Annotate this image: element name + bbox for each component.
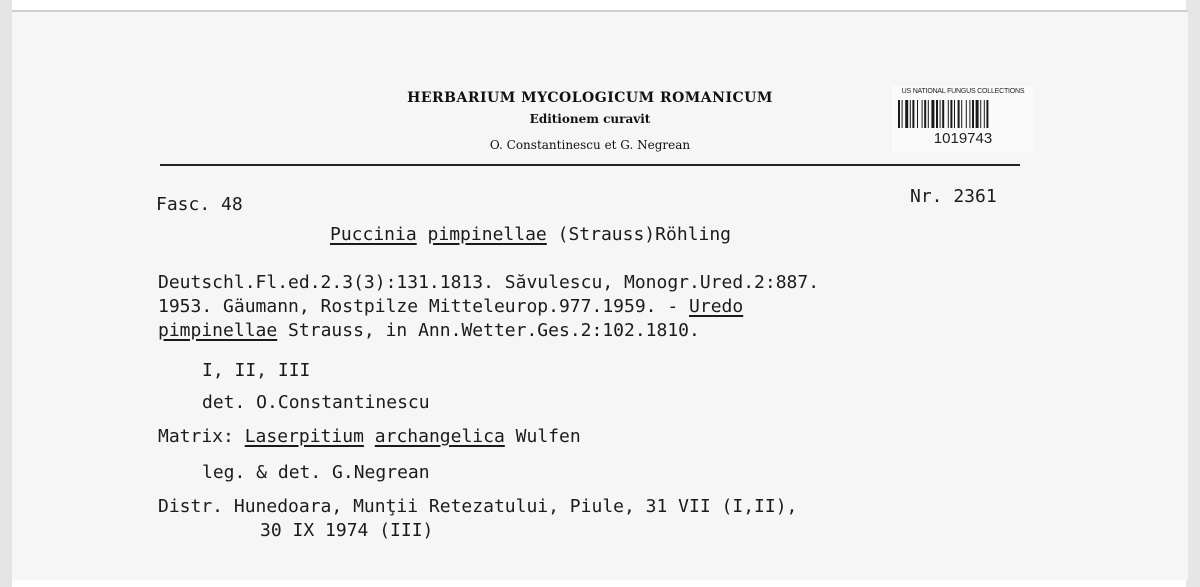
- barcode-icon: [898, 100, 1028, 128]
- specimen-number: Nr. 2361: [910, 186, 997, 207]
- barcode-bar: [980, 100, 981, 128]
- herbarium-editors: O. Constantinescu et G. Negrean: [489, 138, 691, 152]
- barcode-bar: [910, 100, 911, 128]
- species-name: [330, 224, 731, 245]
- barcode-bar: [905, 100, 908, 128]
- barcode-caption: US NATIONAL FUNGUS COLLECTIONS: [901, 88, 1025, 95]
- citation-line-2: [158, 296, 743, 317]
- herbarium-title: HERBARIUM MYCOLOGICUM ROMANICUM: [407, 90, 773, 106]
- barcode-bar: [942, 100, 944, 128]
- citation-basionym-genus: Uredo: [689, 296, 744, 317]
- header-divider: [160, 164, 1020, 166]
- species-authority: (Strauss)Röhling: [557, 224, 731, 245]
- barcode-bar: [902, 100, 903, 128]
- barcode-bar: [969, 100, 970, 128]
- barcode-bar: [936, 100, 938, 128]
- matrix-label: Matrix:: [158, 426, 234, 447]
- barcode-bar: [986, 100, 988, 128]
- barcode-bar: [961, 100, 962, 128]
- matrix-authority: Wulfen: [515, 426, 581, 447]
- barcode-bar: [924, 100, 926, 128]
- species-epithet: pimpinellae: [427, 224, 547, 245]
- barcode-bar: [954, 100, 955, 128]
- barcode-bar: [940, 100, 941, 128]
- barcode-bar: [950, 100, 952, 128]
- barcode-bar: [928, 100, 929, 128]
- barcode-bar: [966, 100, 967, 128]
- barcode-bar: [917, 100, 918, 128]
- herbarium-subtitle: Editionem curavit: [529, 112, 651, 126]
- barcode-bar: [912, 100, 914, 128]
- barcode-bar: [984, 100, 985, 128]
- citation-basionym-epithet: pimpinellae: [158, 320, 278, 341]
- barcode-bar: [976, 100, 979, 128]
- barcode-bar: [958, 100, 960, 128]
- citation-line-1: Deutschl.Fl.ed.2.3(3):131.1813. Săvulescu, Monogr.Ured.2:887.: [158, 272, 820, 293]
- scan-edge-right: [1186, 0, 1200, 587]
- barcode-bar: [931, 100, 934, 128]
- distribution-line-2: 30 IX 1974 (III): [260, 520, 434, 541]
- species-genus: Puccinia: [330, 224, 417, 245]
- barcode-bar: [948, 100, 949, 128]
- citation-line-3: [158, 320, 700, 341]
- scan-edge-left: [0, 0, 12, 587]
- barcode-label: [892, 86, 1034, 152]
- barcode-bar: [898, 100, 900, 128]
- collector: leg. & det. G.Negrean: [202, 462, 430, 483]
- matrix-genus: Laserpitium: [244, 426, 364, 447]
- spore-stages: I, II, III: [202, 360, 311, 381]
- barcode-number: 1019743: [933, 130, 993, 147]
- matrix-line: [158, 426, 581, 447]
- determiner: det. O.Constantinescu: [202, 392, 430, 413]
- matrix-epithet: archangelica: [374, 426, 505, 447]
- fascicle-number: Fasc. 48: [156, 194, 243, 215]
- barcode-bar: [972, 100, 974, 128]
- citation-text: 1953. Gäumann, Rostpilze Mitteleurop.977.1959. -: [158, 296, 690, 317]
- citation-reference: Strauss, in Ann.Wetter.Ges.2:102.1810.: [277, 320, 700, 341]
- barcode-bar: [922, 100, 923, 128]
- distribution-line-1: Distr. Hunedoara, Munţii Retezatului, Piule, 31 VII (I,II),: [158, 496, 798, 517]
